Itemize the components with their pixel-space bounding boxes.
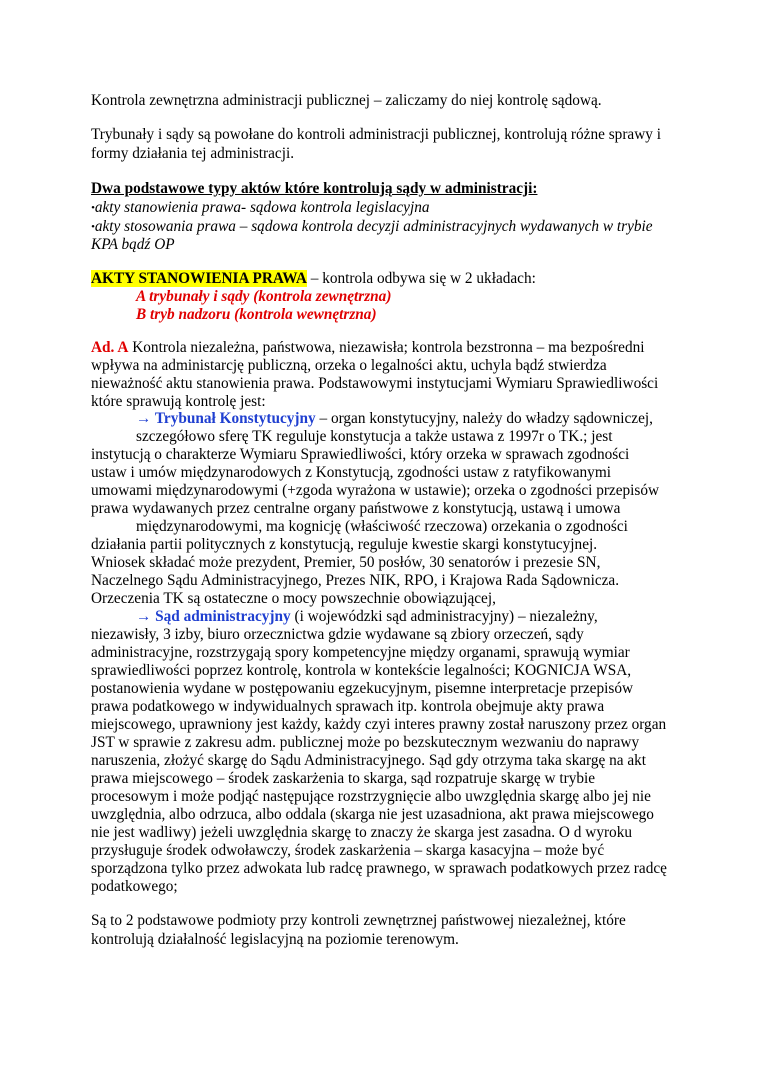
ad-a-line [91, 339, 645, 357]
paragraph-line: formy działania tej administracji. [91, 145, 295, 162]
closing-line: kontrolują działalność legislacyjną na poziomie terenowym. [91, 931, 459, 948]
sa-line: procesowym i może podjąć następujące rozstrzygnięcie albo uwzględnia skargę albo jej nie [91, 788, 651, 805]
sa-heading-line [136, 608, 598, 626]
closing-line: Są to 2 podstawowe podmioty przy kontroli zewnętrznej państwowej niezależnej, które [91, 912, 626, 929]
tk-line: umowami międzynarodowymi (+zgoda wyrażona w ustawie); orzeka o zgodności przepisów [91, 482, 660, 499]
tk-line: prawa wydawanych przez centralne organy państwowe z konstytucją, ustawą i umowa [91, 500, 621, 517]
akty-item-b: B tryb nadzoru (kontrola wewnętrzna) [136, 306, 377, 323]
sa-label: → Sąd administracyjny [136, 608, 291, 625]
sa-text: (i wojewódzki sąd administracyjny) – niezależny, [290, 608, 598, 625]
sa-line: niezawisły, 3 izby, biuro orzecznictwa gdzie wydawane są zbiory orzeczeń, sądy [91, 626, 584, 643]
sa-line: JST w sprawie z zakresu adm. publicznej może po bezskutecznym wezwaniu do naprawy [91, 734, 640, 751]
tk-line: międzynarodowymi, ma kognicję (właściwość rzeczowa) orzekania o zgodności [136, 518, 628, 535]
ad-a-label: Ad. A [91, 339, 129, 356]
sa-line: sprawiedliwości poprzez kontrolę, kontrola w kontekście legalności; KOGNICJA WSA, [91, 662, 632, 679]
akty-rest: – kontrola odbywa się w 2 układach: [306, 270, 536, 287]
bullet-icon: • [91, 202, 95, 214]
tk-line: ustaw i umów międzynarodowych z Konstytucją, zgodności ustaw z ratyfikowanymi [91, 464, 611, 481]
sa-line: naruszenia, złożyć skargę do Sądu Administracyjnego. Sąd gdy otrzyma taka skargę na akt [91, 752, 647, 769]
akty-label: AKTY STANOWIENIA PRAWA [91, 270, 307, 287]
ad-a-line: nieważność aktu stanowienia prawa. Podstawowymi instytucjami Wymiaru Sprawiedliwości [91, 375, 659, 392]
sa-line: postanowienia wydane w postępowaniu egzekucyjnym, pisemne interpretacje przepisów [91, 680, 634, 697]
bullet-icon: • [91, 221, 95, 233]
tk-heading-line [136, 410, 653, 428]
tk-line: Naczelnego Sądu Administracyjnego, Prezes NIK, RPO, i Krajowa Rada Sądownicza. [91, 572, 620, 589]
tk-line: instytucją o charakterze Wymiaru Sprawiedliwości, który orzeka w sprawach zgodności [91, 446, 630, 463]
sa-line: sporządzona tylko przez adwokata lub radcę prawnego, w sprawach podatkowych przez radcę [91, 860, 667, 877]
sa-line: podatkowego; [91, 878, 178, 895]
akty-heading [91, 270, 536, 288]
sa-line: przysługuje środek odwoławczy, środek zaskarżenia – skarga kasacyjna – może być [91, 842, 605, 859]
bullet-item [91, 199, 430, 217]
tk-label: → Trybunał Konstytucyjny [136, 410, 316, 427]
tk-line: Orzeczenia TK są ostateczne o mocy powszechnie obowiązującej, [91, 590, 496, 607]
types-heading: Dwa podstawowe typy aktów które kontrolują sądy w administracji: [91, 180, 538, 197]
bullet-item [91, 218, 653, 236]
bullet-text: akty stanowienia prawa- sądowa kontrola legislacyjna [94, 199, 430, 216]
sa-line: prawa podatkowego w indywidualnych sprawach itp. kontrola obejmuje akty prawa [91, 698, 605, 715]
sa-line: prawa miejscowego – środek zaskarżenia to skarga, sąd rozpatruje skargę w trybie [91, 770, 596, 787]
tk-line: Wniosek składać może prezydent, Premier, 50 posłów, 30 senatorów i prezesie SN, [91, 554, 601, 571]
tk-text: – organ konstytucyjny, należy do władzy sądowniczej, [315, 410, 653, 427]
tk-line: szczegółowo sferę TK reguluje konstytucja a także ustawa z 1997r o TK.; jest [136, 428, 613, 445]
bullet-continuation: KPA bądź OP [91, 236, 175, 253]
bullet-text: akty stosowania prawa – sądowa kontrola decyzji administracyjnych wydawanych w trybie [94, 218, 653, 235]
sa-line: nie jest wadliwy) jeżeli uwzględnia skargę to znaczy że skarga jest zasadna. O d wyroku [91, 824, 633, 841]
sa-line: uwzględnia, albo odrzuca, albo oddala (skarga nie jest uzasadniona, akt prawa miejscowego [91, 806, 654, 823]
sa-line: miejscowego, uprawniony jest każdy, każdy czyi interes prawny został naruszony przez organ [91, 716, 667, 733]
ad-a-line: które sprawują kontrolę jest: [91, 393, 266, 410]
tk-line: działania partii politycznych z konstytucją, reguluje kwestie skargi konstytucyjnej. [91, 536, 598, 553]
akty-item-a: A trybunały i sądy (kontrola zewnętrzna) [136, 288, 392, 305]
ad-a-line: wpływa na administarcję publiczną, orzeka o legalności aktu, uchyla bądź stwierdza [91, 357, 607, 374]
paragraph-line: Trybunały i sądy są powołane do kontroli administracji publicznej, kontrolują różne sprawy i [91, 126, 661, 143]
sa-line: administracyjne, rozstrzygają spory kompetencyjne między organami, sprawują wymiar [91, 644, 630, 661]
ad-a-text: Kontrola niezależna, państwowa, niezawisła; kontrola bezstronna – ma bezpośredni [128, 339, 645, 356]
intro-line: Kontrola zewnętrzna administracji publicznej – zaliczamy do niej kontrolę sądową. [91, 92, 602, 109]
